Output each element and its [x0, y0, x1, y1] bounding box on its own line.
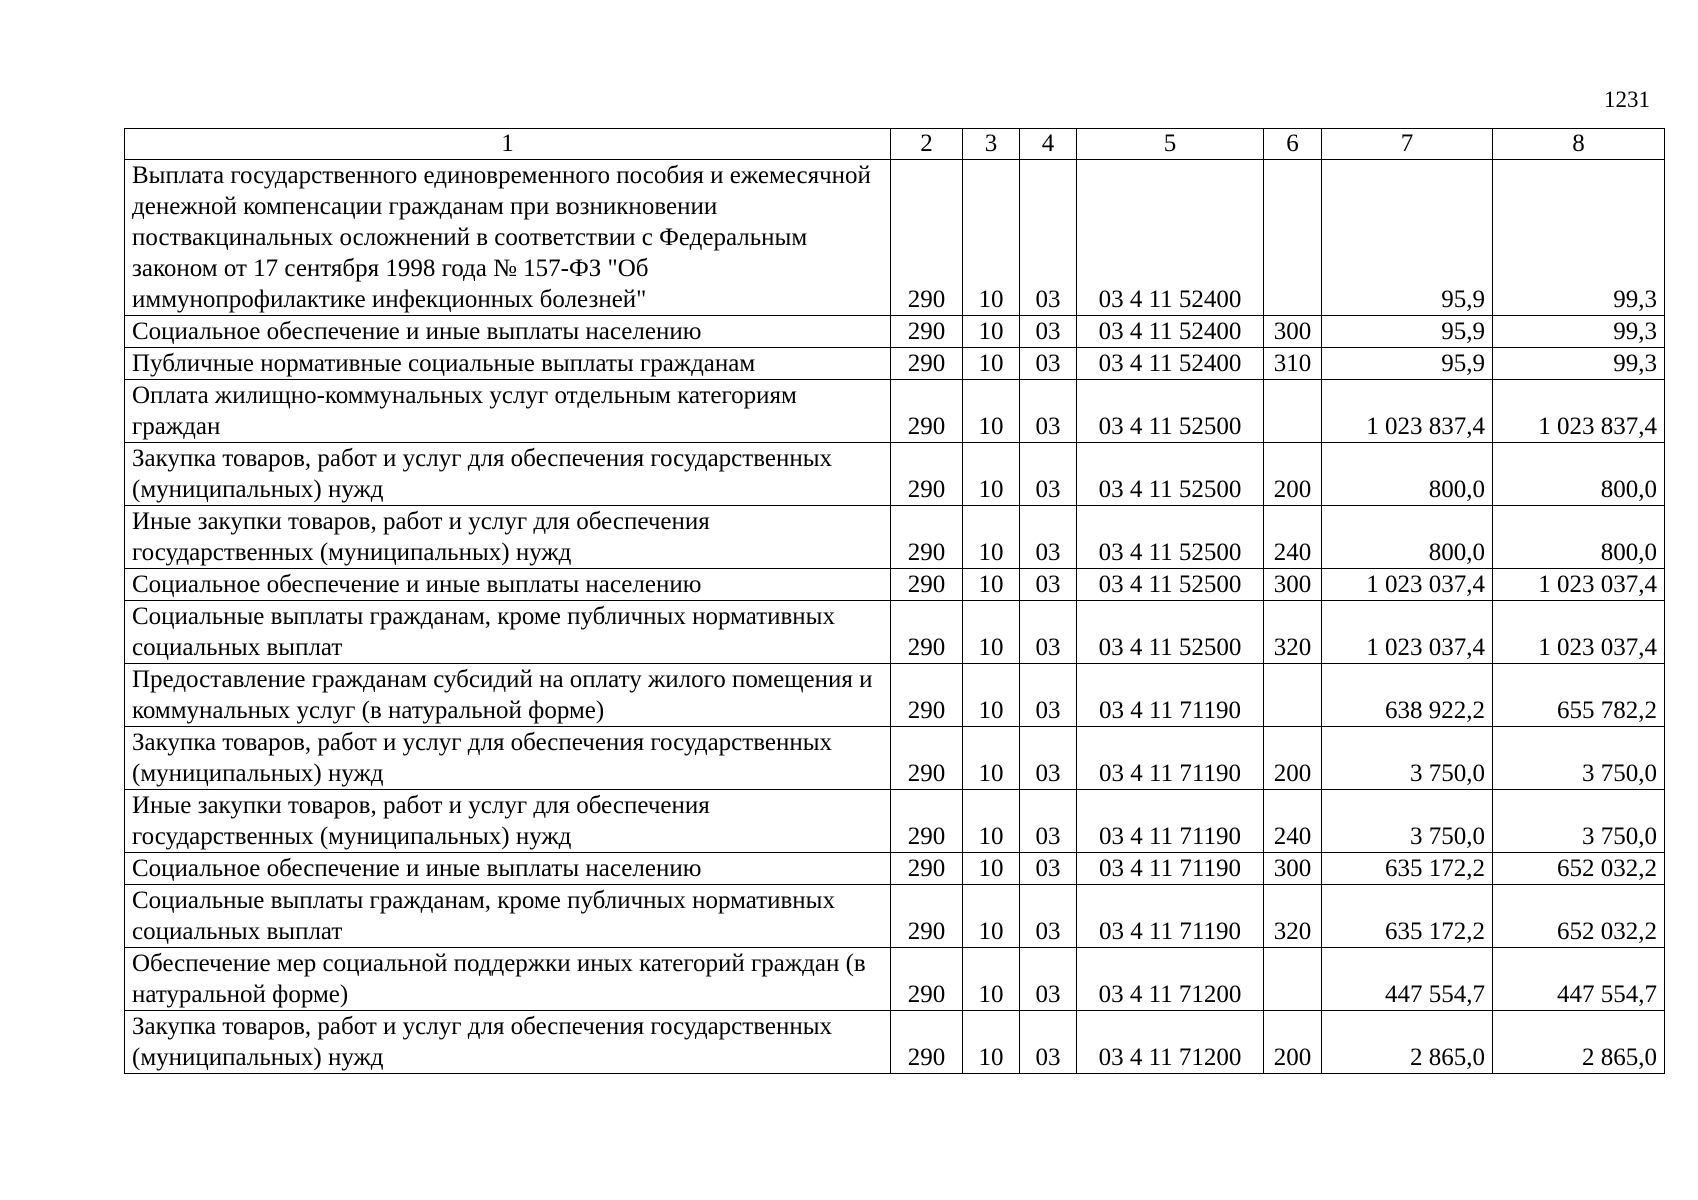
target-article-code: 03 4 11 52500: [1077, 601, 1264, 664]
section-code: 10: [963, 1011, 1020, 1074]
expense-type-code: [1264, 664, 1322, 727]
expense-type-code: 300: [1264, 569, 1322, 601]
expense-type-code: [1264, 380, 1322, 443]
target-article-code: 03 4 11 71190: [1077, 727, 1264, 790]
amount-year-1: 95,9: [1322, 348, 1493, 380]
row-name: Социальное обеспечение и иные выплаты населению: [125, 569, 891, 601]
expense-type-code: 320: [1264, 601, 1322, 664]
table-body: [125, 160, 1665, 1074]
target-article-code: 03 4 11 71190: [1077, 853, 1264, 885]
expense-type-code: [1264, 160, 1322, 316]
amount-year-1: 800,0: [1322, 506, 1493, 569]
target-article-code: 03 4 11 52500: [1077, 443, 1264, 506]
amount-year-2: 3 750,0: [1493, 727, 1665, 790]
amount-year-2: 800,0: [1493, 506, 1665, 569]
subsection-code: 03: [1020, 160, 1077, 316]
expense-type-code: 310: [1264, 348, 1322, 380]
section-code: 10: [963, 664, 1020, 727]
target-article-code: 03 4 11 52400: [1077, 316, 1264, 348]
expense-type-code: 200: [1264, 1011, 1322, 1074]
row-name: Оплата жилищно-коммунальных услуг отдельным категориям граждан: [125, 380, 891, 443]
subsection-code: 03: [1020, 664, 1077, 727]
table-row: [125, 316, 1665, 348]
amount-year-1: 3 750,0: [1322, 727, 1493, 790]
subsection-code: 03: [1020, 885, 1077, 948]
ministry-code: 290: [891, 790, 963, 853]
target-article-code: 03 4 11 52500: [1077, 380, 1264, 443]
section-code: 10: [963, 601, 1020, 664]
amount-year-1: 638 922,2: [1322, 664, 1493, 727]
section-code: 10: [963, 160, 1020, 316]
ministry-code: 290: [891, 853, 963, 885]
amount-year-2: 99,3: [1493, 160, 1665, 316]
column-header: 7: [1322, 129, 1493, 160]
ministry-code: 290: [891, 443, 963, 506]
column-header: 2: [891, 129, 963, 160]
section-code: 10: [963, 569, 1020, 601]
subsection-code: 03: [1020, 443, 1077, 506]
amount-year-1: 635 172,2: [1322, 885, 1493, 948]
table-row: [125, 885, 1665, 948]
section-code: 10: [963, 506, 1020, 569]
amount-year-2: 652 032,2: [1493, 885, 1665, 948]
target-article-code: 03 4 11 71190: [1077, 885, 1264, 948]
amount-year-1: 1 023 037,4: [1322, 601, 1493, 664]
row-name: Обеспечение мер социальной поддержки иных категорий граждан (в натуральной форме): [125, 948, 891, 1011]
amount-year-1: 3 750,0: [1322, 790, 1493, 853]
amount-year-2: 655 782,2: [1493, 664, 1665, 727]
ministry-code: 290: [891, 664, 963, 727]
table-row: [125, 348, 1665, 380]
table-row: [125, 160, 1665, 316]
subsection-code: 03: [1020, 1011, 1077, 1074]
row-name: Выплата государственного единовременного пособия и ежемесячной денежной компенсации гражданам при возникновении поствакцинальных осложнений в соответствии с Федеральным законом от 17 сентября 1998 года № 157-ФЗ "Об иммунопрофилактике инфекционных болезней": [125, 160, 891, 316]
amount-year-2: 99,3: [1493, 316, 1665, 348]
target-article-code: 03 4 11 71200: [1077, 948, 1264, 1011]
expense-type-code: [1264, 948, 1322, 1011]
subsection-code: 03: [1020, 569, 1077, 601]
row-name: Социальные выплаты гражданам, кроме публичных нормативных социальных выплат: [125, 601, 891, 664]
table-row: [125, 380, 1665, 443]
amount-year-1: 800,0: [1322, 443, 1493, 506]
expense-type-code: 300: [1264, 853, 1322, 885]
amount-year-2: 447 554,7: [1493, 948, 1665, 1011]
amount-year-2: 652 032,2: [1493, 853, 1665, 885]
section-code: 10: [963, 316, 1020, 348]
target-article-code: 03 4 11 52500: [1077, 506, 1264, 569]
column-header: 5: [1077, 129, 1264, 160]
section-code: 10: [963, 380, 1020, 443]
column-header: 1: [125, 129, 891, 160]
table-row: [125, 443, 1665, 506]
subsection-code: 03: [1020, 380, 1077, 443]
ministry-code: 290: [891, 380, 963, 443]
amount-year-2: 3 750,0: [1493, 790, 1665, 853]
section-code: 10: [963, 443, 1020, 506]
row-name: Социальные выплаты гражданам, кроме публичных нормативных социальных выплат: [125, 885, 891, 948]
ministry-code: 290: [891, 948, 963, 1011]
target-article-code: 03 4 11 71200: [1077, 1011, 1264, 1074]
ministry-code: 290: [891, 316, 963, 348]
budget-table: [124, 128, 1665, 1074]
row-name: Социальное обеспечение и иные выплаты населению: [125, 316, 891, 348]
expense-type-code: 200: [1264, 443, 1322, 506]
table-row: [125, 853, 1665, 885]
subsection-code: 03: [1020, 948, 1077, 1011]
row-name: Закупка товаров, работ и услуг для обеспечения государственных (муниципальных) нужд: [125, 443, 891, 506]
row-name: Иные закупки товаров, работ и услуг для обеспечения государственных (муниципальных) нужд: [125, 790, 891, 853]
ministry-code: 290: [891, 727, 963, 790]
subsection-code: 03: [1020, 506, 1077, 569]
target-article-code: 03 4 11 52400: [1077, 160, 1264, 316]
expense-type-code: 300: [1264, 316, 1322, 348]
section-code: 10: [963, 790, 1020, 853]
expense-type-code: 200: [1264, 727, 1322, 790]
table-row: [125, 948, 1665, 1011]
amount-year-1: 2 865,0: [1322, 1011, 1493, 1074]
row-name: Иные закупки товаров, работ и услуг для обеспечения государственных (муниципальных) нужд: [125, 506, 891, 569]
subsection-code: 03: [1020, 348, 1077, 380]
subsection-code: 03: [1020, 601, 1077, 664]
amount-year-1: 447 554,7: [1322, 948, 1493, 1011]
row-name: Предоставление гражданам субсидий на оплату жилого помещения и коммунальных услуг (в натуральной форме): [125, 664, 891, 727]
amount-year-1: 95,9: [1322, 316, 1493, 348]
subsection-code: 03: [1020, 316, 1077, 348]
table-row: [125, 664, 1665, 727]
section-code: 10: [963, 348, 1020, 380]
expense-type-code: 240: [1264, 506, 1322, 569]
ministry-code: 290: [891, 601, 963, 664]
amount-year-2: 1 023 837,4: [1493, 380, 1665, 443]
column-header: 8: [1493, 129, 1665, 160]
section-code: 10: [963, 948, 1020, 1011]
amount-year-1: 1 023 837,4: [1322, 380, 1493, 443]
section-code: 10: [963, 885, 1020, 948]
amount-year-2: 800,0: [1493, 443, 1665, 506]
row-name: Публичные нормативные социальные выплаты гражданам: [125, 348, 891, 380]
subsection-code: 03: [1020, 727, 1077, 790]
table-header: [125, 129, 1665, 160]
amount-year-2: 1 023 037,4: [1493, 569, 1665, 601]
section-code: 10: [963, 727, 1020, 790]
target-article-code: 03 4 11 52400: [1077, 348, 1264, 380]
table-row: [125, 506, 1665, 569]
column-header: 4: [1020, 129, 1077, 160]
amount-year-2: 1 023 037,4: [1493, 601, 1665, 664]
row-name: Закупка товаров, работ и услуг для обеспечения государственных (муниципальных) нужд: [125, 727, 891, 790]
column-header: 6: [1264, 129, 1322, 160]
amount-year-1: 635 172,2: [1322, 853, 1493, 885]
row-name: Социальное обеспечение и иные выплаты населению: [125, 853, 891, 885]
amount-year-1: 95,9: [1322, 160, 1493, 316]
target-article-code: 03 4 11 71190: [1077, 790, 1264, 853]
expense-type-code: 240: [1264, 790, 1322, 853]
amount-year-2: 99,3: [1493, 348, 1665, 380]
table-row: [125, 790, 1665, 853]
ministry-code: 290: [891, 160, 963, 316]
amount-year-2: 2 865,0: [1493, 1011, 1665, 1074]
header-row: [125, 129, 1665, 160]
column-header: 3: [963, 129, 1020, 160]
page-number: 1231: [1604, 87, 1650, 112]
ministry-code: 290: [891, 1011, 963, 1074]
table-row: [125, 569, 1665, 601]
ministry-code: 290: [891, 569, 963, 601]
row-name: Закупка товаров, работ и услуг для обеспечения государственных (муниципальных) нужд: [125, 1011, 891, 1074]
ministry-code: 290: [891, 506, 963, 569]
amount-year-1: 1 023 037,4: [1322, 569, 1493, 601]
table-row: [125, 601, 1665, 664]
expense-type-code: 320: [1264, 885, 1322, 948]
section-code: 10: [963, 853, 1020, 885]
ministry-code: 290: [891, 885, 963, 948]
table-row: [125, 727, 1665, 790]
table-row: [125, 1011, 1665, 1074]
ministry-code: 290: [891, 348, 963, 380]
target-article-code: 03 4 11 71190: [1077, 664, 1264, 727]
target-article-code: 03 4 11 52500: [1077, 569, 1264, 601]
subsection-code: 03: [1020, 790, 1077, 853]
subsection-code: 03: [1020, 853, 1077, 885]
